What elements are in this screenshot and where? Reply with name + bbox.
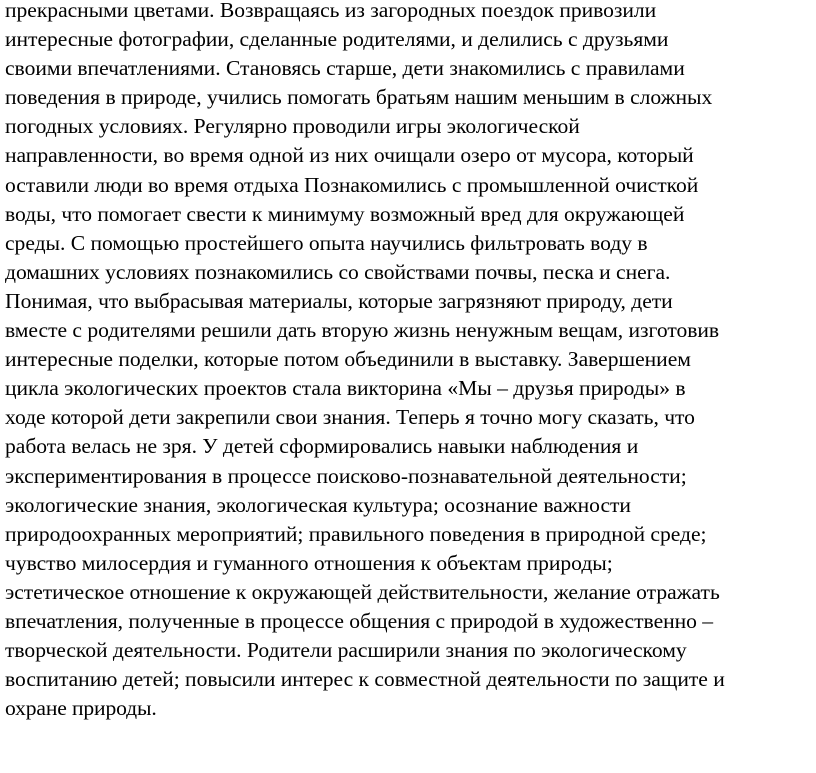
text-line: поведения в природе, учились помогать братьям нашим меньшим в сложных: [5, 85, 713, 110]
text-line: домашних условиях познакомились со свойствами почвы, песка и снега.: [5, 259, 671, 284]
text-line: воспитанию детей; повысили интерес к совместной деятельности по защите и: [5, 667, 725, 692]
text-line: ходе которой дети закрепили свои знания. Теперь я точно могу сказать, что: [5, 405, 695, 430]
text-line: чувство милосердия и гуманного отношения к объектам природы;: [5, 550, 613, 575]
text-line: направленности, во время одной из них очищали озеро от мусора, который: [5, 143, 694, 168]
text-line: воды, что помогает свести к минимуму возможный вред для окружающей: [5, 201, 685, 226]
text-line: погодных условиях. Регулярно проводили игры экологической: [5, 114, 580, 139]
text-line: эстетическое отношение к окружающей действительности, желание отражать: [5, 579, 720, 604]
text-line: прекрасными цветами. Возвращаясь из загородных поездок привозили: [5, 0, 657, 22]
document-body: [5, 0, 816, 723]
text-line: работа велась не зря. У детей сформировались навыки наблюдения и: [5, 434, 639, 459]
text-line: природоохранных мероприятий; правильного поведения в природной среде;: [5, 521, 707, 546]
text-line: среды. С помощью простейшего опыта научились фильтровать воду в: [5, 230, 648, 255]
text-line: цикла экологических проектов стала викторина «Мы – друзья природы» в: [5, 376, 686, 401]
text-line: Понимая, что выбрасывая материалы, которые загрязняют природу, дети: [5, 288, 673, 313]
text-line: впечатления, полученные в процессе общения с природой в художественно –: [5, 608, 714, 633]
text-line: интересные поделки, которые потом объединили в выставку. Завершением: [5, 347, 691, 372]
text-line: творческой деятельности. Родители расширили знания по экологическому: [5, 638, 687, 663]
text-line: своими впечатлениями. Становясь старше, дети знакомились с правилами: [5, 56, 685, 81]
text-line: охране природы.: [5, 696, 157, 721]
text-line: интересные фотографии, сделанные родителями, и делились с друзьями: [5, 27, 669, 52]
text-line: вместе с родителями решили дать вторую жизнь ненужным вещам, изготовив: [5, 318, 720, 343]
text-line: экологические знания, экологическая культура; осознание важности: [5, 492, 631, 517]
text-line: экспериментирования в процессе поисково-познавательной деятельности;: [5, 463, 687, 488]
text-line: оставили люди во время отдыха Познакомились с промышленной очисткой: [5, 172, 699, 197]
